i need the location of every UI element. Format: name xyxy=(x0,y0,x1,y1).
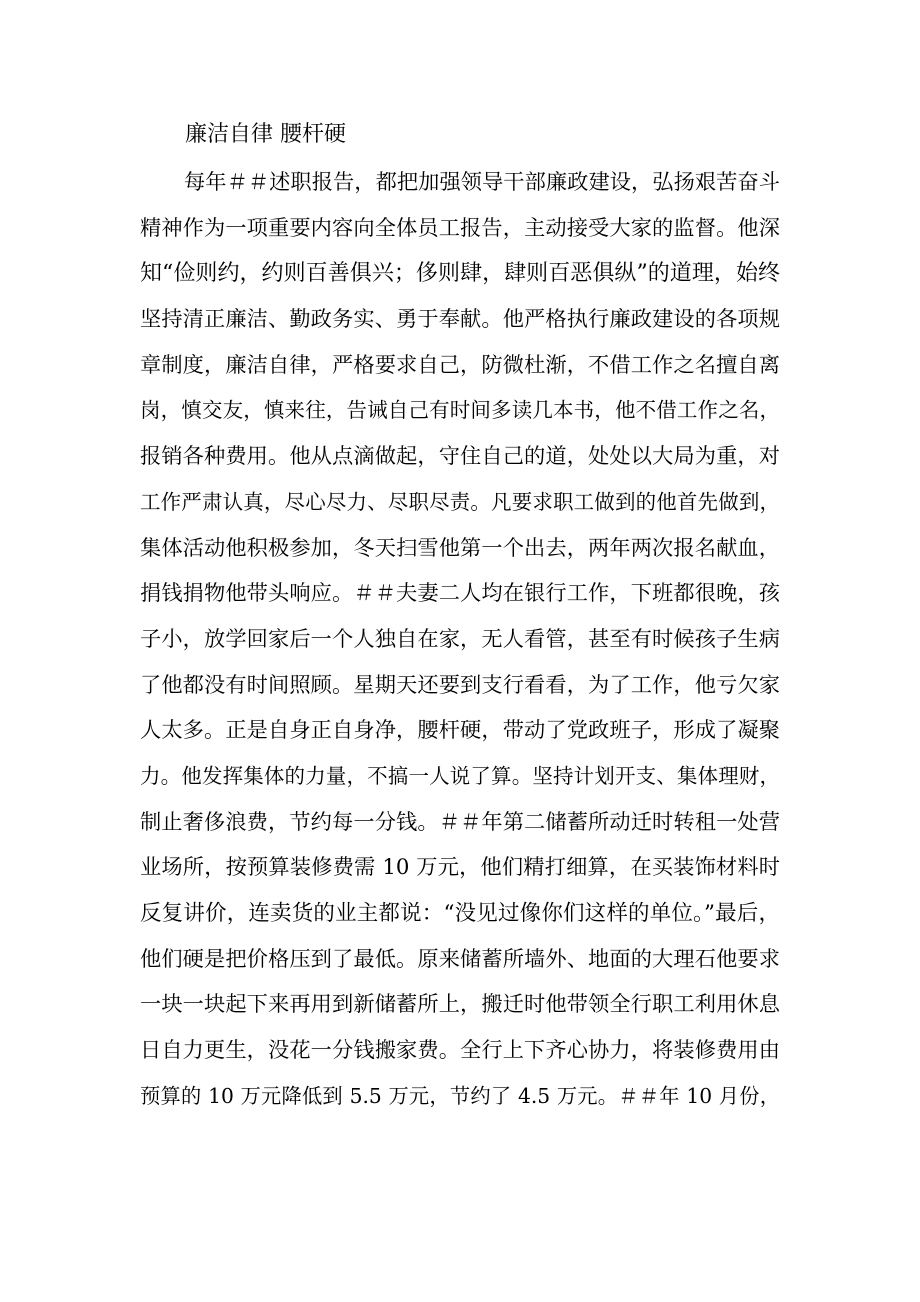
text-line: 制止奢侈浪费，节约每一分钱。＃＃年第二储蓄所动迁时转租一处营 xyxy=(140,809,780,835)
text-line: 精神作为一项重要内容向全体员工报告，主动接受大家的监督。他深 xyxy=(140,215,780,241)
text-line: 他们硬是把价格压到了最低。原来储蓄所墙外、地面的大理石他要求 xyxy=(140,946,780,972)
text-line: 人太多。正是自身正自身净，腰杆硬，带动了党政班子，形成了凝聚 xyxy=(140,718,780,744)
body-paragraph xyxy=(140,160,780,1119)
text-line: 一块一块起下来再用到新储蓄所上，搬迁时他带领全行职工利用休息 xyxy=(140,992,780,1018)
text-line: 坚持清正廉洁、勤政务实、勇于奉献。他严格执行廉政建设的各项规 xyxy=(140,307,780,333)
text-line: 捐钱捐物他带头响应。＃＃夫妻二人均在银行工作，下班都很晚，孩 xyxy=(140,581,780,607)
text-line: 每年＃＃述职报告，都把加强领导干部廉政建设，弘扬艰苦奋斗 xyxy=(184,170,780,195)
section-heading: 廉洁自律 腰杆硬 xyxy=(185,122,346,147)
text-line: 知“俭则约，约则百善俱兴；侈则肆，肆则百恶俱纵”的道理，始终 xyxy=(140,261,780,287)
text-line: 了他都没有时间照顾。星期天还要到支行看看，为了工作，他亏欠家 xyxy=(140,672,780,698)
text-line: 业场所，按预算装修费需 10 万元，他们精打细算，在买装饰材料时 xyxy=(140,855,780,881)
text-line: 预算的 10 万元降低到 5.5 万元，节约了 4.5 万元。＃＃年 10 月份， xyxy=(140,1083,780,1108)
text-line: 章制度，廉洁自律，严格要求自己，防微杜渐，不借工作之名擅自离 xyxy=(140,352,780,378)
text-line: 工作严肃认真，尽心尽力、尽职尽责。凡要求职工做到的他首先做到， xyxy=(140,489,780,514)
text-line: 岗，慎交友，慎来往，告诫自己有时间多读几本书，他不借工作之名， xyxy=(140,398,780,423)
text-line: 力。他发挥集体的力量，不搞一人说了算。坚持计划开支、集体理财， xyxy=(140,763,780,788)
text-line: 报销各种费用。他从点滴做起，守住自己的道，处处以大局为重，对 xyxy=(140,444,780,470)
text-line: 子小，放学回家后一个人独自在家，无人看管，甚至有时候孩子生病 xyxy=(140,626,780,652)
text-line: 反复讲价，连卖货的业主都说：“没见过像你们这样的单位。”最后， xyxy=(140,901,780,926)
text-line: 日自力更生，没花一分钱搬家费。全行上下齐心协力，将装修费用由 xyxy=(140,1038,780,1064)
text-line: 集体活动他积极参加，冬天扫雪他第一个出去，两年两次报名献血， xyxy=(140,535,780,561)
